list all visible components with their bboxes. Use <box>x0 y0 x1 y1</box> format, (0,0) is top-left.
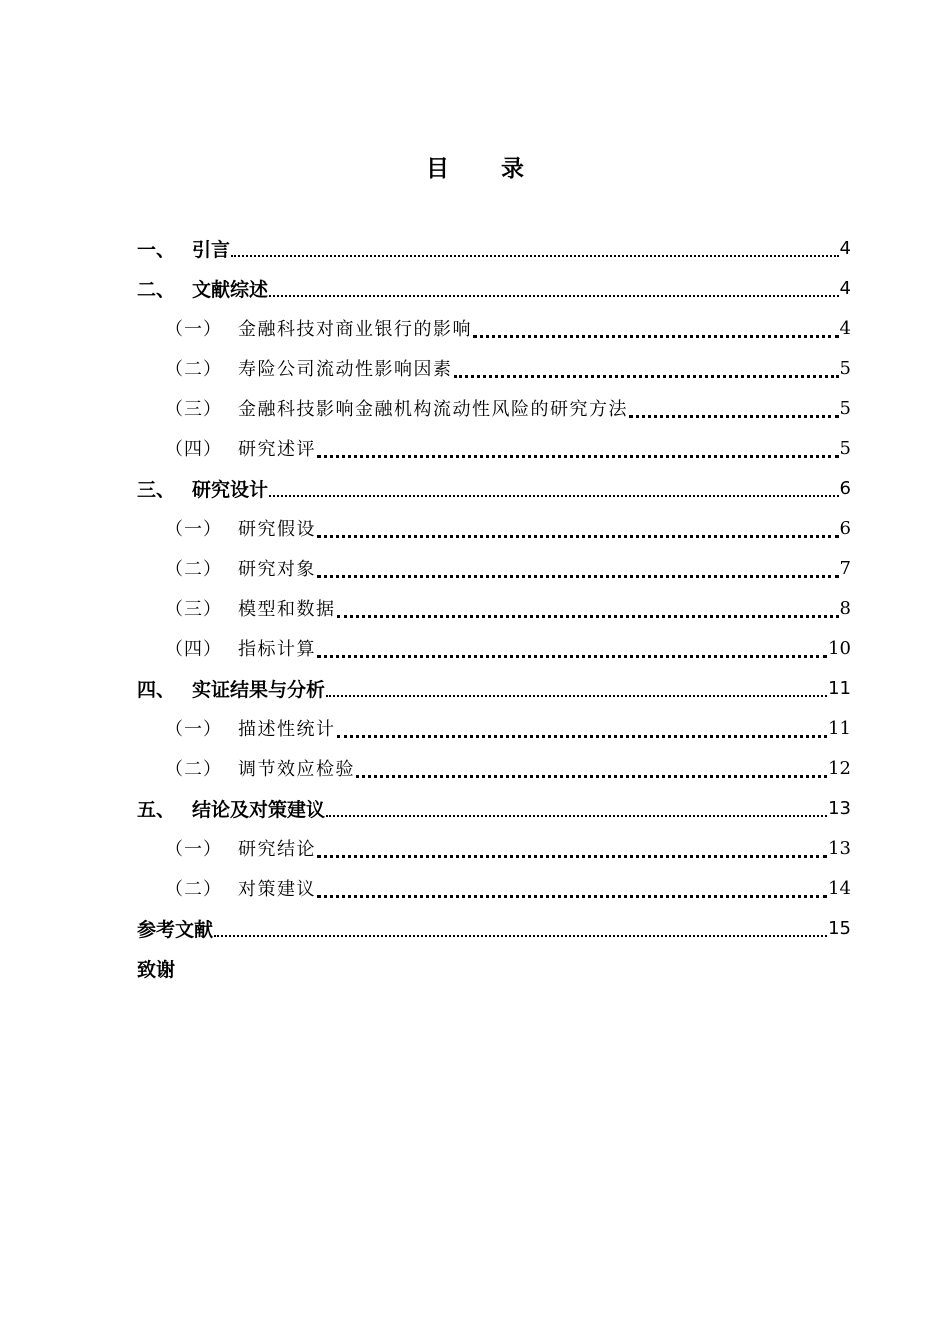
toc-leader <box>629 395 839 418</box>
toc-number: （一） <box>165 319 222 340</box>
toc-page-number: 11 <box>828 677 851 699</box>
toc-number: 四、 <box>137 678 176 701</box>
toc-leader <box>231 235 839 257</box>
toc-title: 研究对象 <box>238 559 316 580</box>
toc-entry[interactable] <box>137 708 851 748</box>
toc-number: （三） <box>165 399 222 420</box>
toc-leader <box>326 795 827 817</box>
toc-leader <box>214 915 827 937</box>
toc-title: 实证结果与分析 <box>192 678 326 701</box>
toc-number: （一） <box>165 839 222 860</box>
toc-entry-acknowledgements[interactable] <box>137 948 851 988</box>
toc-entry[interactable] <box>137 748 851 788</box>
toc-entry[interactable] <box>137 428 851 468</box>
toc-number: （一） <box>165 519 222 540</box>
toc-title: 调节效应检验 <box>238 759 355 780</box>
toc-title: 金融科技影响金融机构流动性风险的研究方法 <box>238 399 628 420</box>
toc-page-number: 5 <box>839 437 851 459</box>
toc-number: （二） <box>165 879 222 900</box>
toc-leader <box>454 355 839 378</box>
toc-title: 研究假设 <box>238 519 316 540</box>
page-title <box>0 150 950 183</box>
toc-leader <box>269 475 839 497</box>
toc-title: 研究述评 <box>238 439 316 460</box>
toc-title: 参考文献 <box>137 918 214 941</box>
toc-number: （三） <box>165 599 222 620</box>
toc-entry[interactable] <box>137 388 851 428</box>
toc-number: （二） <box>165 759 222 780</box>
toc-number: 三、 <box>137 478 176 501</box>
toc-entry[interactable] <box>137 628 851 668</box>
toc-leader <box>317 875 827 898</box>
toc-page-number: 4 <box>839 277 851 299</box>
toc-title: 模型和数据 <box>238 599 336 620</box>
toc-page-number: 11 <box>828 717 851 739</box>
toc-page-number: 4 <box>839 237 851 259</box>
toc-page-number: 8 <box>839 597 851 619</box>
toc-title: 描述性统计 <box>238 719 336 740</box>
title-char-1: 目 <box>426 156 449 182</box>
toc-page-number: 6 <box>839 517 851 539</box>
toc-leader <box>317 435 839 458</box>
toc-leader <box>337 715 828 738</box>
toc-page-number: 14 <box>828 877 851 899</box>
toc-page-number: 5 <box>839 397 851 419</box>
toc-number: （二） <box>165 359 222 380</box>
toc-leader <box>269 275 839 297</box>
toc-page-number: 4 <box>839 317 851 339</box>
toc-number: （四） <box>165 639 222 660</box>
toc-number: 二、 <box>137 278 176 301</box>
toc-entry[interactable] <box>137 508 851 548</box>
title-char-2: 录 <box>501 156 524 182</box>
toc-entry[interactable] <box>137 228 851 268</box>
toc-title: 指标计算 <box>238 639 316 660</box>
toc-number: 一、 <box>137 238 176 261</box>
toc-entry[interactable] <box>137 588 851 628</box>
toc-entry[interactable] <box>137 348 851 388</box>
toc-leader <box>337 595 839 618</box>
toc-number: （一） <box>165 719 222 740</box>
toc-entry[interactable] <box>137 828 851 868</box>
table-of-contents <box>137 228 851 988</box>
toc-leader <box>317 835 827 858</box>
toc-title: 金融科技对商业银行的影响 <box>238 319 472 340</box>
toc-page-number: 15 <box>828 917 851 939</box>
toc-leader <box>473 315 839 338</box>
toc-page-number: 5 <box>839 357 851 379</box>
toc-title: 致谢 <box>137 958 176 981</box>
toc-entry[interactable] <box>137 668 851 708</box>
toc-leader <box>317 515 839 538</box>
toc-entry[interactable] <box>137 788 851 828</box>
toc-page-number: 7 <box>839 557 851 579</box>
toc-page-number: 13 <box>828 837 851 859</box>
toc-title: 研究结论 <box>238 839 316 860</box>
toc-number: 五、 <box>137 798 176 821</box>
toc-leader <box>356 755 827 778</box>
toc-entry[interactable] <box>137 468 851 508</box>
toc-title: 引言 <box>192 238 231 261</box>
toc-leader <box>326 675 827 697</box>
toc-entry[interactable] <box>137 308 851 348</box>
toc-title: 寿险公司流动性影响因素 <box>238 359 453 380</box>
toc-number: （四） <box>165 439 222 460</box>
toc-title: 研究设计 <box>192 478 269 501</box>
toc-title: 文献综述 <box>192 278 269 301</box>
toc-page-number: 13 <box>828 797 851 819</box>
toc-entry[interactable] <box>137 268 851 308</box>
toc-leader <box>317 635 827 658</box>
toc-title: 对策建议 <box>238 879 316 900</box>
toc-page-number: 12 <box>828 757 851 779</box>
toc-entry[interactable] <box>137 548 851 588</box>
toc-number: （二） <box>165 559 222 580</box>
toc-leader <box>317 555 839 578</box>
toc-entry-references[interactable] <box>137 908 851 948</box>
toc-entry[interactable] <box>137 868 851 908</box>
toc-page-number: 10 <box>828 637 851 659</box>
toc-title: 结论及对策建议 <box>192 798 326 821</box>
toc-page-number: 6 <box>839 477 851 499</box>
